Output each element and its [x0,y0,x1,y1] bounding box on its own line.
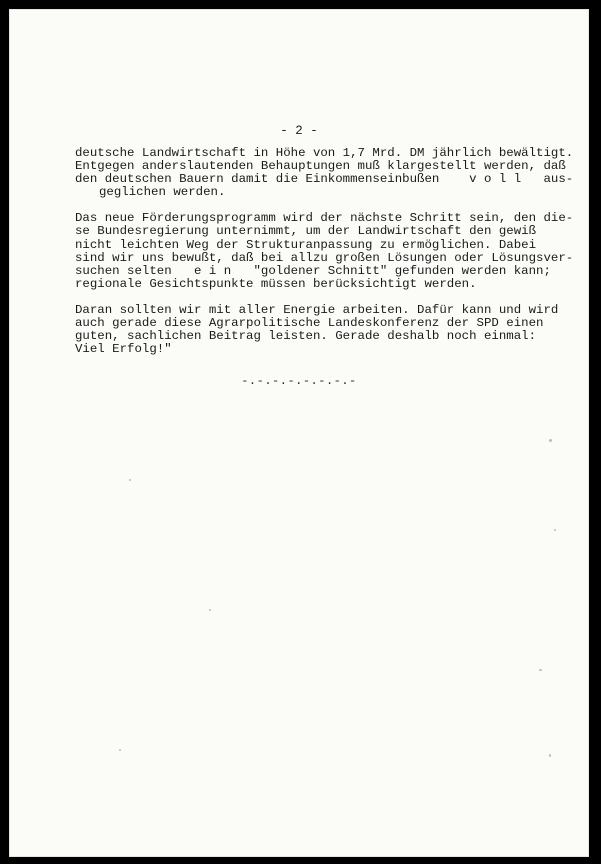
scan-speck [549,439,552,442]
scan-speck [554,529,556,531]
text-line: nicht leichten Weg der Strukturanpassung zu ermöglichen. Dabei [75,237,537,252]
text-line: sind wir uns bewußt, daß bei allzu großen Lösungen oder Lösungsver- [75,250,574,265]
text-line: Daran sollten wir mit aller Energie arbeiten. Dafür kann und wird [75,302,559,317]
text-line: suchen selten e i n "goldener Schnitt" gefunden werden kann; [75,263,551,278]
text-line: Entgegen anderslautenden Behauptungen muß klargestellt werden, daß [75,159,566,174]
text-line: deutsche Landwirtschaft in Höhe von 1,7 Mrd. DM jährlich bewältigt. [75,146,574,160]
paragraph-1 [75,147,575,199]
document-page [9,9,589,857]
text-line: auch gerade diese Agrarpolitische Landeskonferenz der SPD einen [75,316,544,331]
paragraph-2 [75,212,575,291]
text-line: se Bundesregierung unternimmt, um der Landwirtschaft den gewiß [75,224,537,239]
paragraph-3 [75,304,575,356]
section-divider: -.-.-.-.-.-.-.- [241,374,357,388]
scan-speck [119,749,121,751]
scan-speck [539,669,542,671]
page-number: - 2 - [280,124,318,138]
scan-speck [549,754,551,757]
text-line: guten, sachlichen Beitrag leisten. Gerade deshalb noch einmal: [75,329,537,344]
scan-speck [209,609,211,611]
text-line: geglichen werden. [99,185,226,200]
text-line: regionale Gesichtspunkte müssen berücksichtigt werden. [75,276,477,291]
body-text [75,147,575,369]
text-line: den deutschen Bauern damit die Einkommenseinbußen v o l l aus- [75,172,574,187]
scan-speck [129,479,131,481]
text-line: Das neue Förderungsprogramm wird der nächste Schritt sein, den die- [75,211,574,226]
text-line: Viel Erfolg!" [75,342,172,357]
